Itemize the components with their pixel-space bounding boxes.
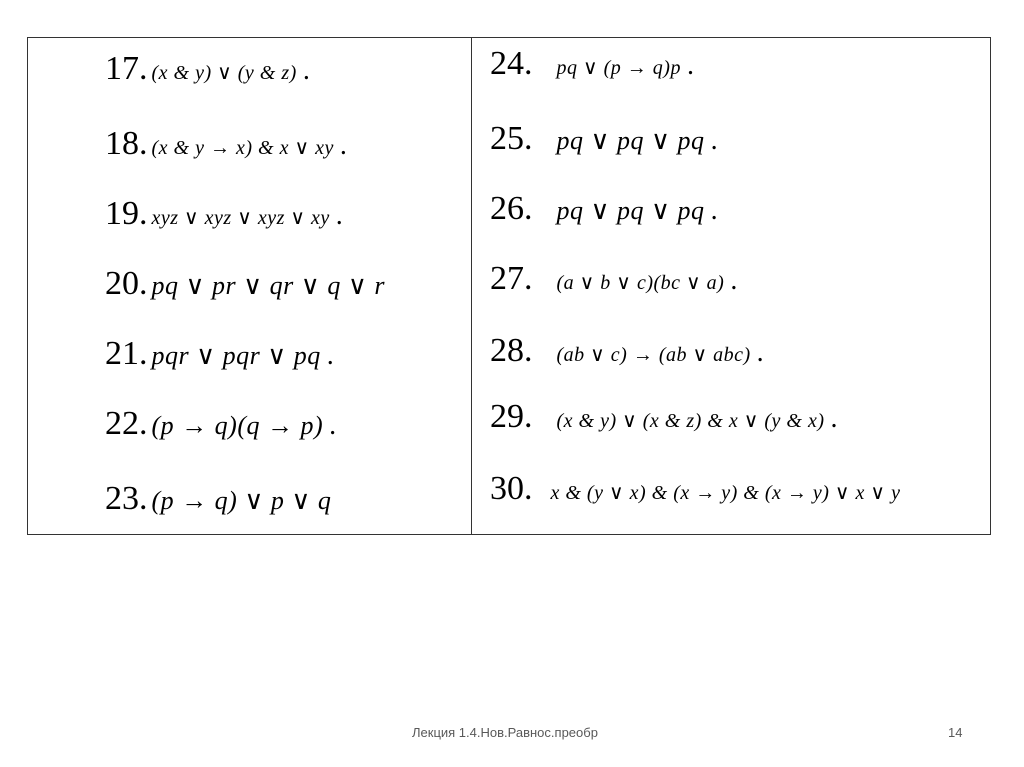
exercise-end: . [830, 403, 838, 434]
exercise-28 [490, 332, 764, 370]
exercise-formula: (a ∨ b ∨ c)(bc ∨ a) [556, 272, 725, 294]
exercise-number: 17. [105, 50, 148, 87]
exercise-20 [105, 265, 391, 303]
exercise-formula: (x & y) ∨ (x & z) & x ∨ (y & x) [556, 410, 825, 432]
exercise-formula: pq ∨ pq ∨ pq [556, 196, 705, 225]
exercise-formula: xyz ∨ xyz ∨ xyz ∨ xy [151, 207, 330, 229]
exercise-formula: pqr ∨ pqr ∨ pq [151, 341, 321, 370]
exercise-end: . [730, 265, 738, 296]
exercise-formula: pq ∨ (p → q)p [556, 57, 681, 79]
exercise-17 [105, 50, 310, 88]
exercise-number: 19. [105, 195, 148, 232]
exercise-formula: pq ∨ pq ∨ pq [556, 126, 705, 155]
exercise-formula: (x & y → x) & x ∨ xy [151, 137, 334, 159]
exercise-number: 18. [105, 125, 148, 162]
exercise-30 [490, 470, 906, 508]
exercise-formula: (p → q) ∨ p ∨ q [151, 486, 332, 515]
exercise-end: . [710, 195, 718, 226]
exercise-end: . [326, 340, 334, 371]
exercise-end: . [710, 125, 718, 156]
exercise-26 [490, 190, 718, 228]
exercise-end: . [339, 130, 347, 161]
exercise-end: . [756, 337, 764, 368]
exercise-end: . [329, 410, 337, 441]
exercise-27 [490, 260, 737, 298]
exercise-number: 22. [105, 405, 148, 442]
exercise-number: 21. [105, 335, 148, 372]
exercise-end: . [302, 55, 310, 86]
exercise-21 [105, 335, 334, 373]
exercise-number: 27. [490, 260, 533, 297]
exercise-formula: x & (y ∨ x) & (x → y) & (x → y) ∨ x ∨ y [550, 482, 901, 504]
exercise-29 [490, 398, 838, 436]
exercise-number: 28. [490, 332, 533, 369]
exercise-number: 25. [490, 120, 533, 157]
exercise-number: 30. [490, 470, 533, 507]
exercise-18 [105, 125, 347, 163]
exercise-formula: (ab ∨ c) → (ab ∨ abc) [556, 344, 751, 366]
exercise-25 [490, 120, 718, 158]
exercise-formula: (p → q)(q → p) [151, 411, 324, 440]
page-number: 14 [948, 725, 963, 740]
exercise-number: 23. [105, 480, 148, 517]
exercise-number: 20. [105, 265, 148, 302]
exercise-end: . [335, 200, 343, 231]
exercise-formula: pq ∨ pr ∨ qr ∨ q ∨ r [151, 271, 385, 300]
exercise-number: 24. [490, 45, 533, 82]
exercise-number: 26. [490, 190, 533, 227]
exercise-24 [490, 45, 694, 83]
exercise-number: 29. [490, 398, 533, 435]
exercise-23 [105, 480, 337, 518]
exercise-19 [105, 195, 343, 233]
footer-lecture-title: Лекция 1.4.Нов.Равнос.преобр [412, 725, 598, 740]
exercise-22 [105, 405, 336, 443]
exercise-end: . [686, 50, 694, 81]
exercise-formula: (x & y) ∨ (y & z) [151, 62, 297, 84]
column-divider [471, 37, 472, 535]
